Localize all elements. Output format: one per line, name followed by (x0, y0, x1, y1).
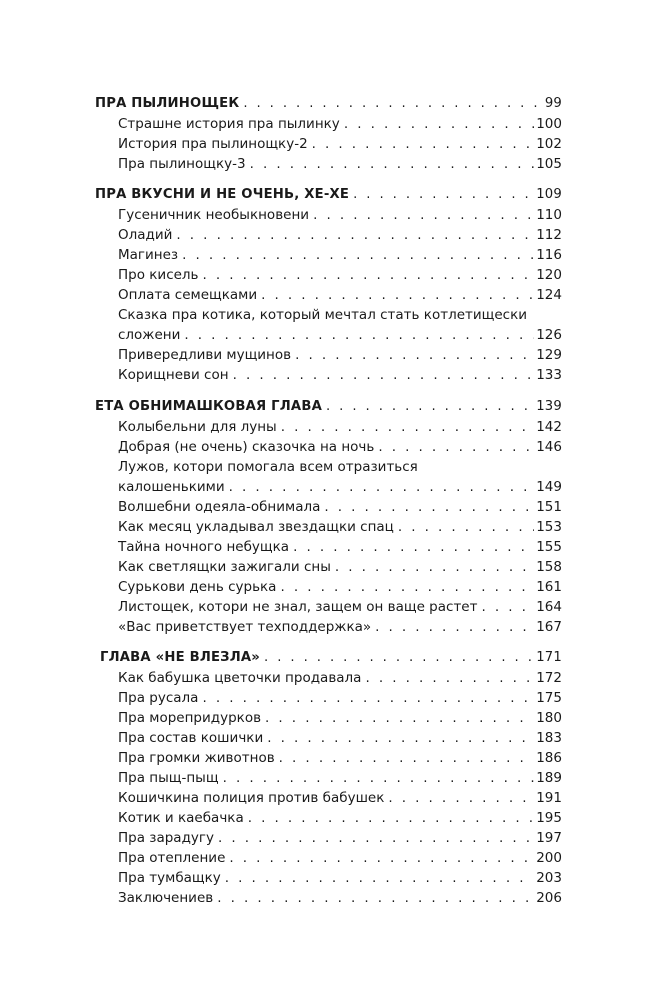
dot-leader (264, 648, 534, 668)
toc-entry (118, 365, 562, 385)
chapter-title: ПРА ВКУСНИ И НЕ ОЧЕНЬ, ХЕ-ХЕ (95, 187, 350, 202)
chapter-page-number: 171 (536, 650, 562, 665)
entry-page-number: 142 (536, 419, 562, 435)
chapter-title: ЕТА ОБНИМАШКОВАЯ ГЛАВА (95, 399, 322, 414)
toc-entry (118, 888, 562, 908)
dot-leader (365, 668, 534, 688)
entry-page-number: 100 (536, 116, 562, 132)
dot-leader (378, 437, 534, 457)
entry-title: Привередливи мущинов (118, 347, 292, 363)
dot-leader (248, 808, 534, 828)
dot-leader (281, 417, 535, 437)
dot-leader (324, 497, 534, 517)
dot-leader (388, 788, 534, 808)
toc-entry-first-line (118, 305, 562, 325)
entry-title: Магинез (118, 247, 179, 263)
entry-page-number: 191 (536, 790, 562, 806)
toc-entry (118, 668, 562, 688)
toc-entry (118, 285, 562, 305)
entry-title: Пра зарадугу (118, 830, 214, 846)
toc-entry (118, 345, 562, 365)
entry-title: История пра пылинощку-2 (118, 136, 308, 152)
dot-leader (375, 617, 534, 637)
dot-leader (267, 728, 534, 748)
dot-leader (203, 265, 535, 285)
entry-page-number: 172 (536, 670, 562, 686)
entry-page-number: 197 (536, 830, 562, 846)
entry-title: Пра тумбащку (118, 870, 221, 886)
entry-page-number: 133 (536, 367, 562, 383)
dot-leader (184, 325, 534, 345)
toc-entry (118, 557, 562, 577)
dot-leader (225, 868, 534, 888)
entry-page-number: 155 (536, 539, 562, 555)
dot-leader (295, 345, 534, 365)
entry-page-number: 146 (536, 439, 562, 455)
toc-entry (118, 788, 562, 808)
entry-page-number: 206 (536, 890, 562, 906)
toc-entry (118, 828, 562, 848)
entry-page-number: 186 (536, 750, 562, 766)
dot-leader (229, 477, 535, 497)
entry-title: Про кисель (118, 267, 199, 283)
entry-title: «Вас приветствует техподдержка» (118, 619, 372, 635)
entry-page-number: 175 (536, 690, 562, 706)
dot-leader (202, 688, 534, 708)
dot-leader (265, 708, 534, 728)
dot-leader (293, 537, 534, 557)
dot-leader (243, 94, 543, 114)
toc-entry (118, 517, 562, 537)
dot-leader (335, 557, 534, 577)
toc-entry (118, 437, 562, 457)
toc-entry (118, 325, 562, 345)
entry-title: Страшне история пра пылинку (118, 116, 340, 132)
entry-page-number: 153 (536, 519, 562, 535)
entry-page-number: 151 (536, 499, 562, 515)
entry-title: Сурькови день сурька (118, 579, 277, 595)
toc-entry (118, 768, 562, 788)
chapter-page-number: 109 (536, 187, 562, 202)
toc-entry (118, 205, 562, 225)
entry-title: Оплата семещками (118, 287, 258, 303)
entry-title: Как светлящки зажигали сны (118, 559, 331, 575)
entry-title: Корищневи сон (118, 367, 229, 383)
entry-page-number: 112 (536, 227, 562, 243)
dot-leader (250, 154, 535, 174)
dot-leader (280, 577, 534, 597)
entry-page-number: 105 (536, 156, 562, 172)
entry-title: Котик и каебачка (118, 810, 244, 826)
dot-leader (223, 768, 535, 788)
entry-title: Пра пыщ-пыщ (118, 770, 219, 786)
entry-title-continued: сложени (118, 327, 181, 343)
entry-title: Волшебни одеяла-обнимала (118, 499, 321, 515)
entry-page-number: 167 (536, 619, 562, 635)
dot-leader (481, 597, 534, 617)
entry-title: Лужов, котори помогала всем отразиться (118, 459, 418, 475)
chapter-title: ПРА ПЫЛИНОЩЕК (95, 96, 240, 111)
entry-page-number: 180 (536, 710, 562, 726)
entry-title: Пра состав кошички (118, 730, 264, 746)
dot-leader (218, 828, 534, 848)
dot-leader (233, 365, 535, 385)
entry-page-number: 110 (536, 207, 562, 223)
entry-title: Как месяц укладывал звездащки спац (118, 519, 394, 535)
chapter-row (95, 397, 562, 417)
entry-title: Добрая (не очень) сказочка на ночь (118, 439, 375, 455)
entry-title: Заключениев (118, 890, 214, 906)
toc-entry (118, 617, 562, 637)
dot-leader (313, 205, 534, 225)
entry-page-number: 158 (536, 559, 562, 575)
toc-entry (118, 417, 562, 437)
toc-entry (118, 708, 562, 728)
dot-leader (176, 225, 534, 245)
entry-title-continued: калошенькими (118, 479, 225, 495)
entry-page-number: 200 (536, 850, 562, 866)
toc-entry (118, 265, 562, 285)
toc-entry (118, 848, 562, 868)
toc-entry (118, 497, 562, 517)
chapter-page-number: 99 (544, 96, 562, 111)
dot-leader (279, 748, 535, 768)
entry-title: Пра русала (118, 690, 199, 706)
entry-title: Как бабушка цветочки продавала (118, 670, 362, 686)
entry-page-number: 116 (536, 247, 562, 263)
entry-title: Оладий (118, 227, 173, 243)
entry-page-number: 149 (536, 479, 562, 495)
toc-entry (118, 134, 562, 154)
entry-title: Пра отепление (118, 850, 226, 866)
toc-entry (118, 808, 562, 828)
entry-title: Сказка пра котика, который мечтал стать котлетищески (118, 307, 528, 323)
toc-entry (118, 114, 562, 134)
toc-entry (118, 154, 562, 174)
toc-entry (118, 728, 562, 748)
entry-title: Пра пылинощку-3 (118, 156, 246, 172)
dot-leader (182, 245, 534, 265)
entry-title: Кошичкина полиция против бабушек (118, 790, 385, 806)
entry-page-number: 189 (536, 770, 562, 786)
entry-page-number: 124 (536, 287, 562, 303)
dot-leader (353, 185, 534, 205)
toc-entry (118, 868, 562, 888)
dot-leader (261, 285, 534, 305)
chapter-page-number: 139 (536, 399, 562, 414)
dot-leader (326, 397, 534, 417)
entry-title: Гусеничник необыкновени (118, 207, 310, 223)
dot-leader (229, 848, 534, 868)
entry-title: Пра громки животнов (118, 750, 275, 766)
entry-title: Пра морепридурков (118, 710, 262, 726)
chapter-row (95, 94, 562, 114)
entry-page-number: 126 (536, 327, 562, 343)
entry-title: Колыбельни для луны (118, 419, 277, 435)
entry-page-number: 164 (536, 599, 562, 615)
dot-leader (217, 888, 534, 908)
chapter-row (100, 648, 562, 668)
entry-page-number: 195 (536, 810, 562, 826)
entry-page-number: 183 (536, 730, 562, 746)
entry-page-number: 120 (536, 267, 562, 283)
toc-entry (118, 688, 562, 708)
dot-leader (398, 517, 534, 537)
toc-entry (118, 477, 562, 497)
entry-page-number: 129 (536, 347, 562, 363)
entry-title: Листощек, котори не знал, защем он ваще растет (118, 599, 478, 615)
toc-entry (118, 748, 562, 768)
toc-entry (118, 537, 562, 557)
toc-entry (118, 225, 562, 245)
toc-entry (118, 245, 562, 265)
entry-title: Тайна ночного небущка (118, 539, 290, 555)
toc-entry (118, 577, 562, 597)
dot-leader (312, 134, 535, 154)
entry-page-number: 102 (536, 136, 562, 152)
toc-entry (118, 597, 562, 617)
entry-page-number: 203 (536, 870, 562, 886)
chapter-title: ГЛАВА «НЕ ВЛЕЗЛА» (100, 650, 261, 665)
toc-entry-first-line (118, 457, 562, 477)
dot-leader (344, 114, 534, 134)
entry-page-number: 161 (536, 579, 562, 595)
chapter-row (95, 185, 562, 205)
